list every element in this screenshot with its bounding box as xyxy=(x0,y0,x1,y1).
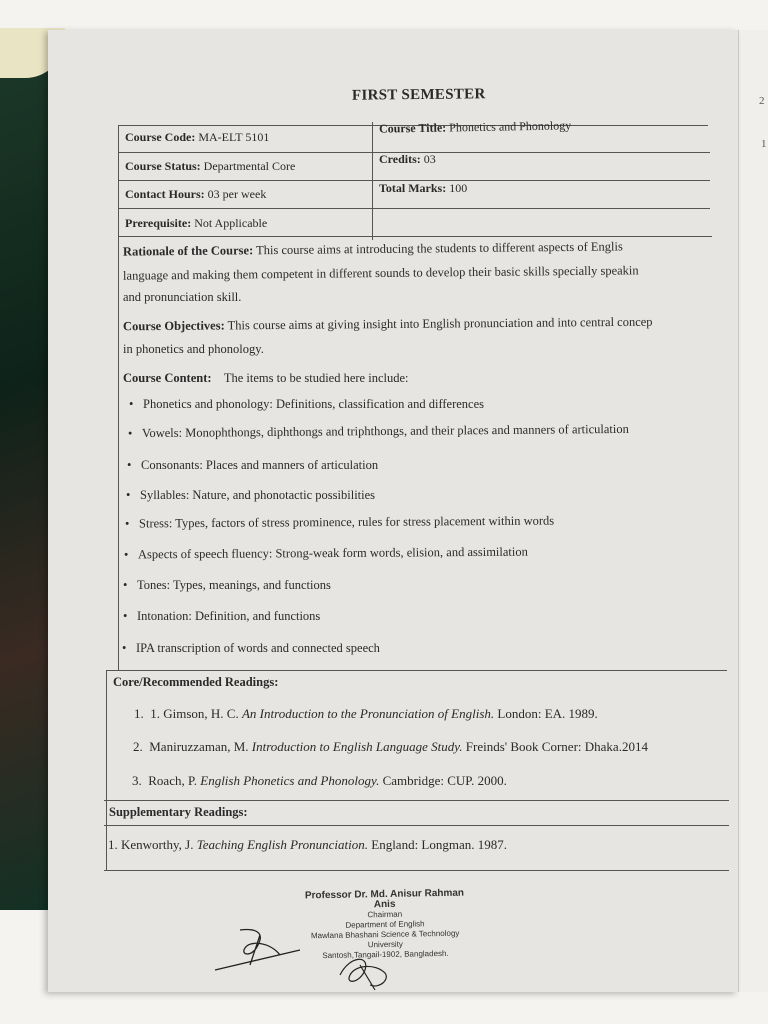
section-rule xyxy=(104,870,729,871)
section-rule xyxy=(104,825,729,826)
readings-border-left xyxy=(106,670,107,870)
content-item: • Aspects of speech fluency: Strong-weak form words, elision, and assimilation xyxy=(138,545,528,563)
content-item: • IPA transcription of words and connected speech xyxy=(136,641,380,656)
signature-right xyxy=(330,945,410,995)
core-reading-item: 1. 1. Gimson, H. C. An Introduction to the Pronunciation of English. London: EA. 1989. xyxy=(134,706,598,721)
next-page-edge xyxy=(738,30,768,992)
core-reading-item: 3. Roach, P. English Phonetics and Phonology. Cambridge: CUP. 2000. xyxy=(132,773,507,788)
supplementary-heading: Supplementary Readings: xyxy=(109,805,248,819)
objectives-line-2: in phonetics and phonology. xyxy=(123,342,264,356)
edge-mark-mid: 1 xyxy=(761,138,767,150)
content-item: • Stress: Types, factors of stress prominence, rules for stress placement within words xyxy=(139,514,554,532)
content-item: • Vowels: Monophthongs, diphthongs and triphthongs, and their places and manners of articulation xyxy=(142,422,629,441)
course-status-cell: Course Status: Departmental Core xyxy=(125,159,296,173)
rationale-line-3: and pronunciation skill. xyxy=(123,290,242,304)
contact-hours-cell: Contact Hours: 03 per week xyxy=(125,187,267,201)
course-code-cell: Course Code: MA-ELT 5101 xyxy=(125,130,270,144)
rationale-line-2: language and making them competent in different sounds to develop their basic skills specially speakin xyxy=(122,263,639,283)
table-divider xyxy=(372,122,373,240)
content-item: • Phonetics and phonology: Definitions, classification and differences xyxy=(143,397,484,412)
supplementary-reading-item: 1. Kenworthy, J. Teaching English Pronunciation. England: Longman. 1987. xyxy=(108,837,508,852)
rationale-line-1: Rationale of the Course: This course aims at introducing the students to different aspects of Englis xyxy=(122,239,623,259)
signature-left xyxy=(210,910,310,975)
content-item: • Intonation: Definition, and functions xyxy=(137,609,320,624)
content-item: • Tones: Types, meanings, and functions xyxy=(137,578,331,593)
credits-cell: Credits: 03 xyxy=(379,152,436,166)
content-heading: Course Content: The items to be studied here include: xyxy=(123,371,409,385)
content-item: • Consonants: Places and manners of articulation xyxy=(141,458,378,473)
total-marks-cell: Total Marks: 100 xyxy=(379,181,468,195)
core-readings-heading: Core/Recommended Readings: xyxy=(113,675,279,689)
page-title: FIRST SEMESTER xyxy=(351,86,486,104)
core-reading-item: 2. Maniruzzaman, M. Introduction to English Language Study. Freinds' Book Corner: Dhaka.2014 xyxy=(133,739,648,754)
course-title-cell: Course Title: Phonetics and Phonology xyxy=(378,118,572,136)
table-border-left xyxy=(118,125,119,670)
edge-mark-top: 2 xyxy=(759,95,765,107)
objectives-line-1: Course Objectives: This course aims at giving insight into English pronunciation and into central concep xyxy=(122,314,653,334)
table-rule xyxy=(118,208,710,209)
content-item: • Syllables: Nature, and phonotactic possibilities xyxy=(140,488,375,503)
prerequisite-cell: Prerequisite: Not Applicable xyxy=(125,216,268,230)
chairman-stamp: Professor Dr. Md. Anisur Rahman Anis Chairman Department of English Mawlana Bhashani Science & Technology University Santosh,Tangail-1902, Bangladesh. xyxy=(304,887,465,961)
